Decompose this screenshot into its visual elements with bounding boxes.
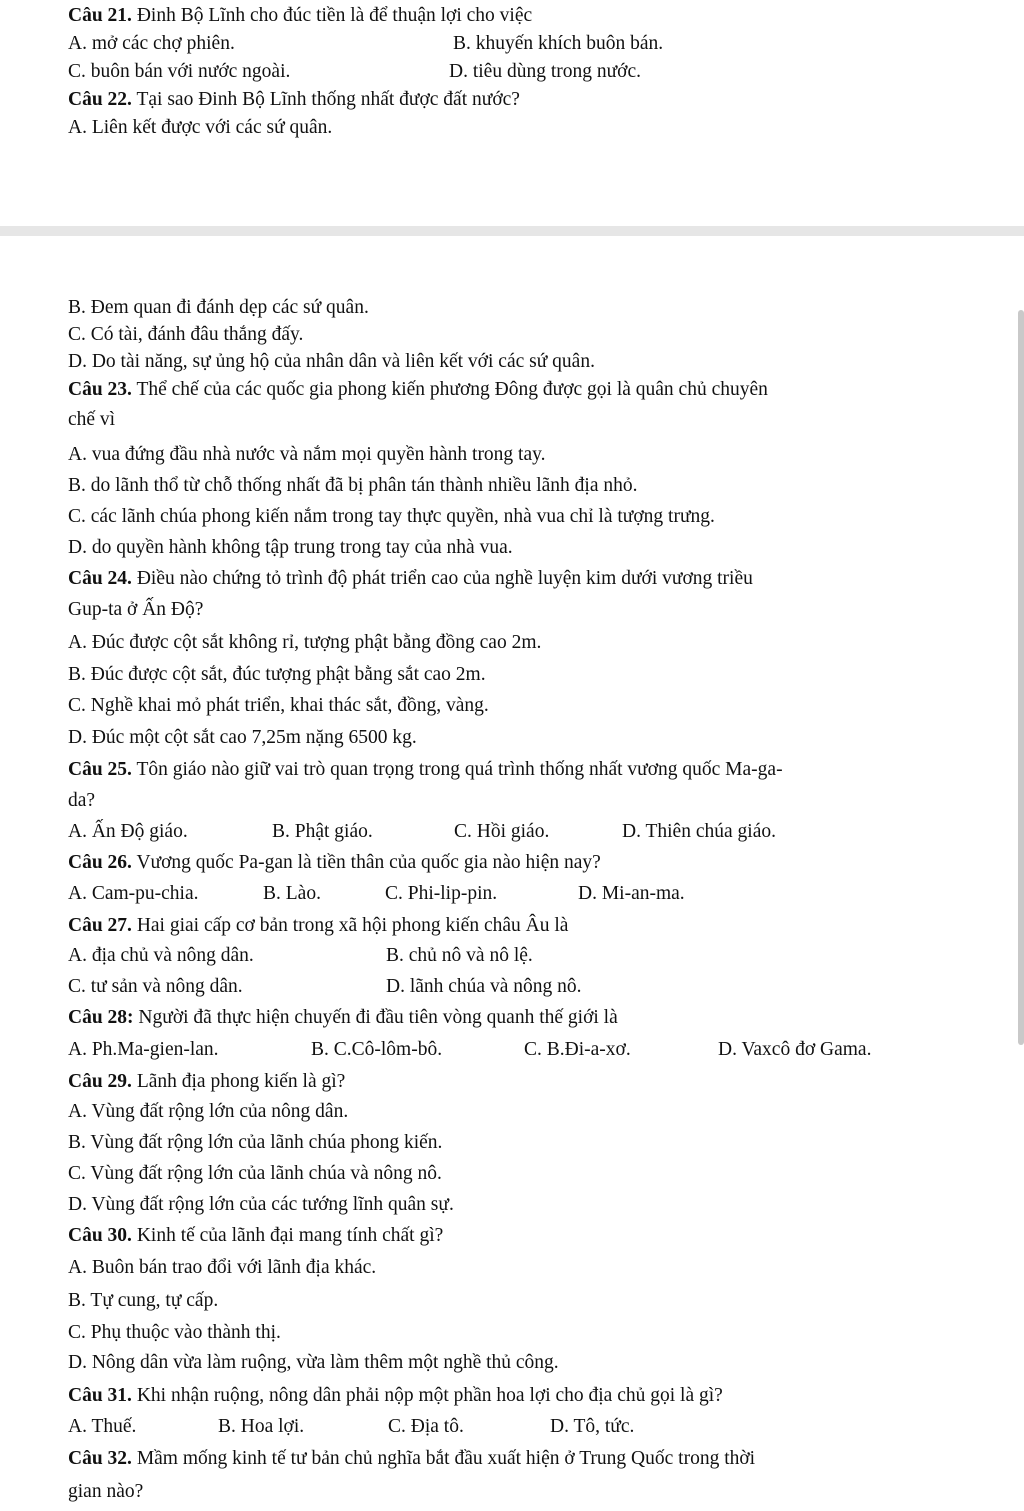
option-b: B. Đúc được cột sắt, đúc tượng phật bằng sắt cao 2m.	[68, 664, 486, 685]
top-page-fragment	[0, 0, 1024, 226]
question-text: Khi nhận ruộng, nông dân phải nộp một phần hoa lợi cho địa chủ gọi là gì?	[131, 1385, 723, 1406]
question-label: Câu 26.	[68, 852, 132, 873]
option-d: D. Tô, tức.	[550, 1416, 635, 1437]
option-d: D. Vaxcô đơ Gama.	[718, 1039, 872, 1060]
option-a: A. Cam-pu-chia.	[68, 883, 199, 904]
question-text-continued: da?	[68, 790, 96, 811]
option-c: C. Có tài, đánh đâu thắng đấy.	[68, 324, 304, 345]
question-text: Kinh tế của lãnh đại mang tính chất gì?	[131, 1225, 444, 1246]
question-29	[68, 1070, 345, 1094]
question-text: Điều nào chứng tỏ trình độ phát triển cao của nghề luyện kim dưới vương triều	[131, 568, 753, 589]
bottom-page-fragment	[0, 236, 1024, 1511]
option-b: B. Đem quan đi đánh dẹp các sứ quân.	[68, 297, 369, 318]
option-d: D. Nông dân vừa làm ruộng, vừa làm thêm một nghề thủ công.	[68, 1352, 559, 1373]
option-a: A. mở các chợ phiên.	[68, 33, 235, 54]
option-c: C. Địa tô.	[388, 1416, 464, 1437]
option-b: B. Vùng đất rộng lớn của lãnh chúa phong kiến.	[68, 1132, 443, 1153]
question-label: Câu 23.	[68, 379, 132, 400]
question-28	[68, 1006, 618, 1030]
option-b: B. khuyến khích buôn bán.	[453, 33, 664, 54]
question-24	[68, 567, 753, 591]
option-a: A. Liên kết được với các sứ quân.	[68, 117, 333, 138]
option-d: D. do quyền hành không tập trung trong tay của nhà vua.	[68, 537, 513, 558]
option-a: A. Vùng đất rộng lớn của nông dân.	[68, 1101, 349, 1122]
option-c: C. B.Đi-a-xơ.	[524, 1039, 631, 1060]
option-a: A. Ấn Độ giáo.	[68, 821, 188, 842]
option-a: A. Buôn bán trao đổi với lãnh địa khác.	[68, 1257, 377, 1278]
vertical-scrollbar[interactable]	[1018, 310, 1024, 1045]
option-d: D. Mi-an-ma.	[578, 883, 685, 904]
question-text: Hai giai cấp cơ bản trong xã hội phong kiến châu Âu là	[131, 915, 569, 936]
option-b: B. chủ nô và nô lệ.	[386, 945, 533, 966]
question-text: Vương quốc Pa-gan là tiền thân của quốc gia nào hiện nay?	[131, 852, 601, 873]
option-d: D. Đúc một cột sắt cao 7,25m nặng 6500 kg.	[68, 727, 417, 748]
question-label: Câu 32.	[68, 1448, 132, 1469]
option-c: C. Hồi giáo.	[454, 821, 550, 842]
question-30	[68, 1224, 443, 1248]
question-21	[68, 4, 532, 28]
option-b: B. Lào.	[263, 883, 321, 904]
question-label: Câu 25.	[68, 759, 132, 780]
question-text-continued: Gup-ta ở Ấn Độ?	[68, 599, 204, 620]
option-c: C. buôn bán với nước ngoài.	[68, 61, 291, 82]
option-d: D. Do tài năng, sự ủng hộ của nhân dân và liên kết với các sứ quân.	[68, 351, 595, 372]
question-label: Câu 22.	[68, 89, 132, 110]
option-b: B. C.Cô-lôm-bô.	[311, 1039, 443, 1060]
question-32	[68, 1447, 755, 1471]
option-b: B. Tự cung, tự cấp.	[68, 1290, 219, 1311]
option-b: B. do lãnh thổ từ chỗ thống nhất đã bị phân tán thành nhiều lãnh địa nhỏ.	[68, 475, 638, 496]
page-separator	[0, 226, 1024, 236]
option-c: C. Phụ thuộc vào thành thị.	[68, 1322, 281, 1343]
option-c: C. Phi-lip-pin.	[385, 883, 498, 904]
option-c: C. Nghề khai mỏ phát triển, khai thác sắt, đồng, vàng.	[68, 695, 489, 716]
question-text: Tại sao Đinh Bộ Lĩnh thống nhất được đất nước?	[131, 89, 520, 110]
option-c: C. Vùng đất rộng lớn của lãnh chúa và nông nô.	[68, 1163, 442, 1184]
question-25	[68, 758, 783, 782]
question-31	[68, 1384, 723, 1408]
option-b: B. Hoa lợi.	[218, 1416, 305, 1437]
question-label: Câu 24.	[68, 568, 132, 589]
option-d: D. tiêu dùng trong nước.	[449, 61, 642, 82]
question-label: Câu 30.	[68, 1225, 132, 1246]
option-a: A. địa chủ và nông dân.	[68, 945, 254, 966]
option-a: A. vua đứng đầu nhà nước và nắm mọi quyền hành trong tay.	[68, 444, 546, 465]
question-23	[68, 378, 768, 402]
question-label: Câu 27.	[68, 915, 132, 936]
question-label: Câu 29.	[68, 1071, 132, 1092]
question-label: Câu 31.	[68, 1385, 132, 1406]
option-d: D. Thiên chúa giáo.	[622, 821, 776, 842]
option-a: A. Đúc được cột sắt không rỉ, tượng phật bằng đồng cao 2m.	[68, 632, 542, 653]
question-text-continued: chế vì	[68, 409, 116, 430]
question-text-continued: gian nào?	[68, 1481, 144, 1502]
question-text: Mầm mống kinh tế tư bản chủ nghĩa bắt đầu xuất hiện ở Trung Quốc trong thời	[131, 1448, 756, 1469]
option-b: B. Phật giáo.	[272, 821, 373, 842]
question-22	[68, 88, 520, 112]
question-text: Lãnh địa phong kiến là gì?	[131, 1071, 346, 1092]
question-text: Thể chế của các quốc gia phong kiến phương Đông được gọi là quân chủ chuyên	[131, 379, 768, 400]
question-text: Đinh Bộ Lĩnh cho đúc tiền là để thuận lợi cho việc	[131, 5, 533, 26]
option-c: C. các lãnh chúa phong kiến nắm trong tay thực quyền, nhà vua chỉ là tượng trưng.	[68, 506, 715, 527]
question-label: Câu 28:	[68, 1007, 134, 1028]
option-a: A. Ph.Ma-gien-lan.	[68, 1039, 219, 1060]
question-label: Câu 21.	[68, 5, 132, 26]
option-d: D. lãnh chúa và nông nô.	[386, 976, 582, 997]
option-c: C. tư sản và nông dân.	[68, 976, 243, 997]
question-text: Tôn giáo nào giữ vai trò quan trọng trong quá trình thống nhất vương quốc Ma-ga-	[131, 759, 783, 780]
question-26	[68, 851, 601, 875]
option-d: D. Vùng đất rộng lớn của các tướng lĩnh quân sự.	[68, 1194, 454, 1215]
option-a: A. Thuế.	[68, 1416, 137, 1437]
question-text: Người đã thực hiện chuyến đi đầu tiên vòng quanh thế giới là	[133, 1007, 618, 1028]
question-27	[68, 914, 568, 938]
